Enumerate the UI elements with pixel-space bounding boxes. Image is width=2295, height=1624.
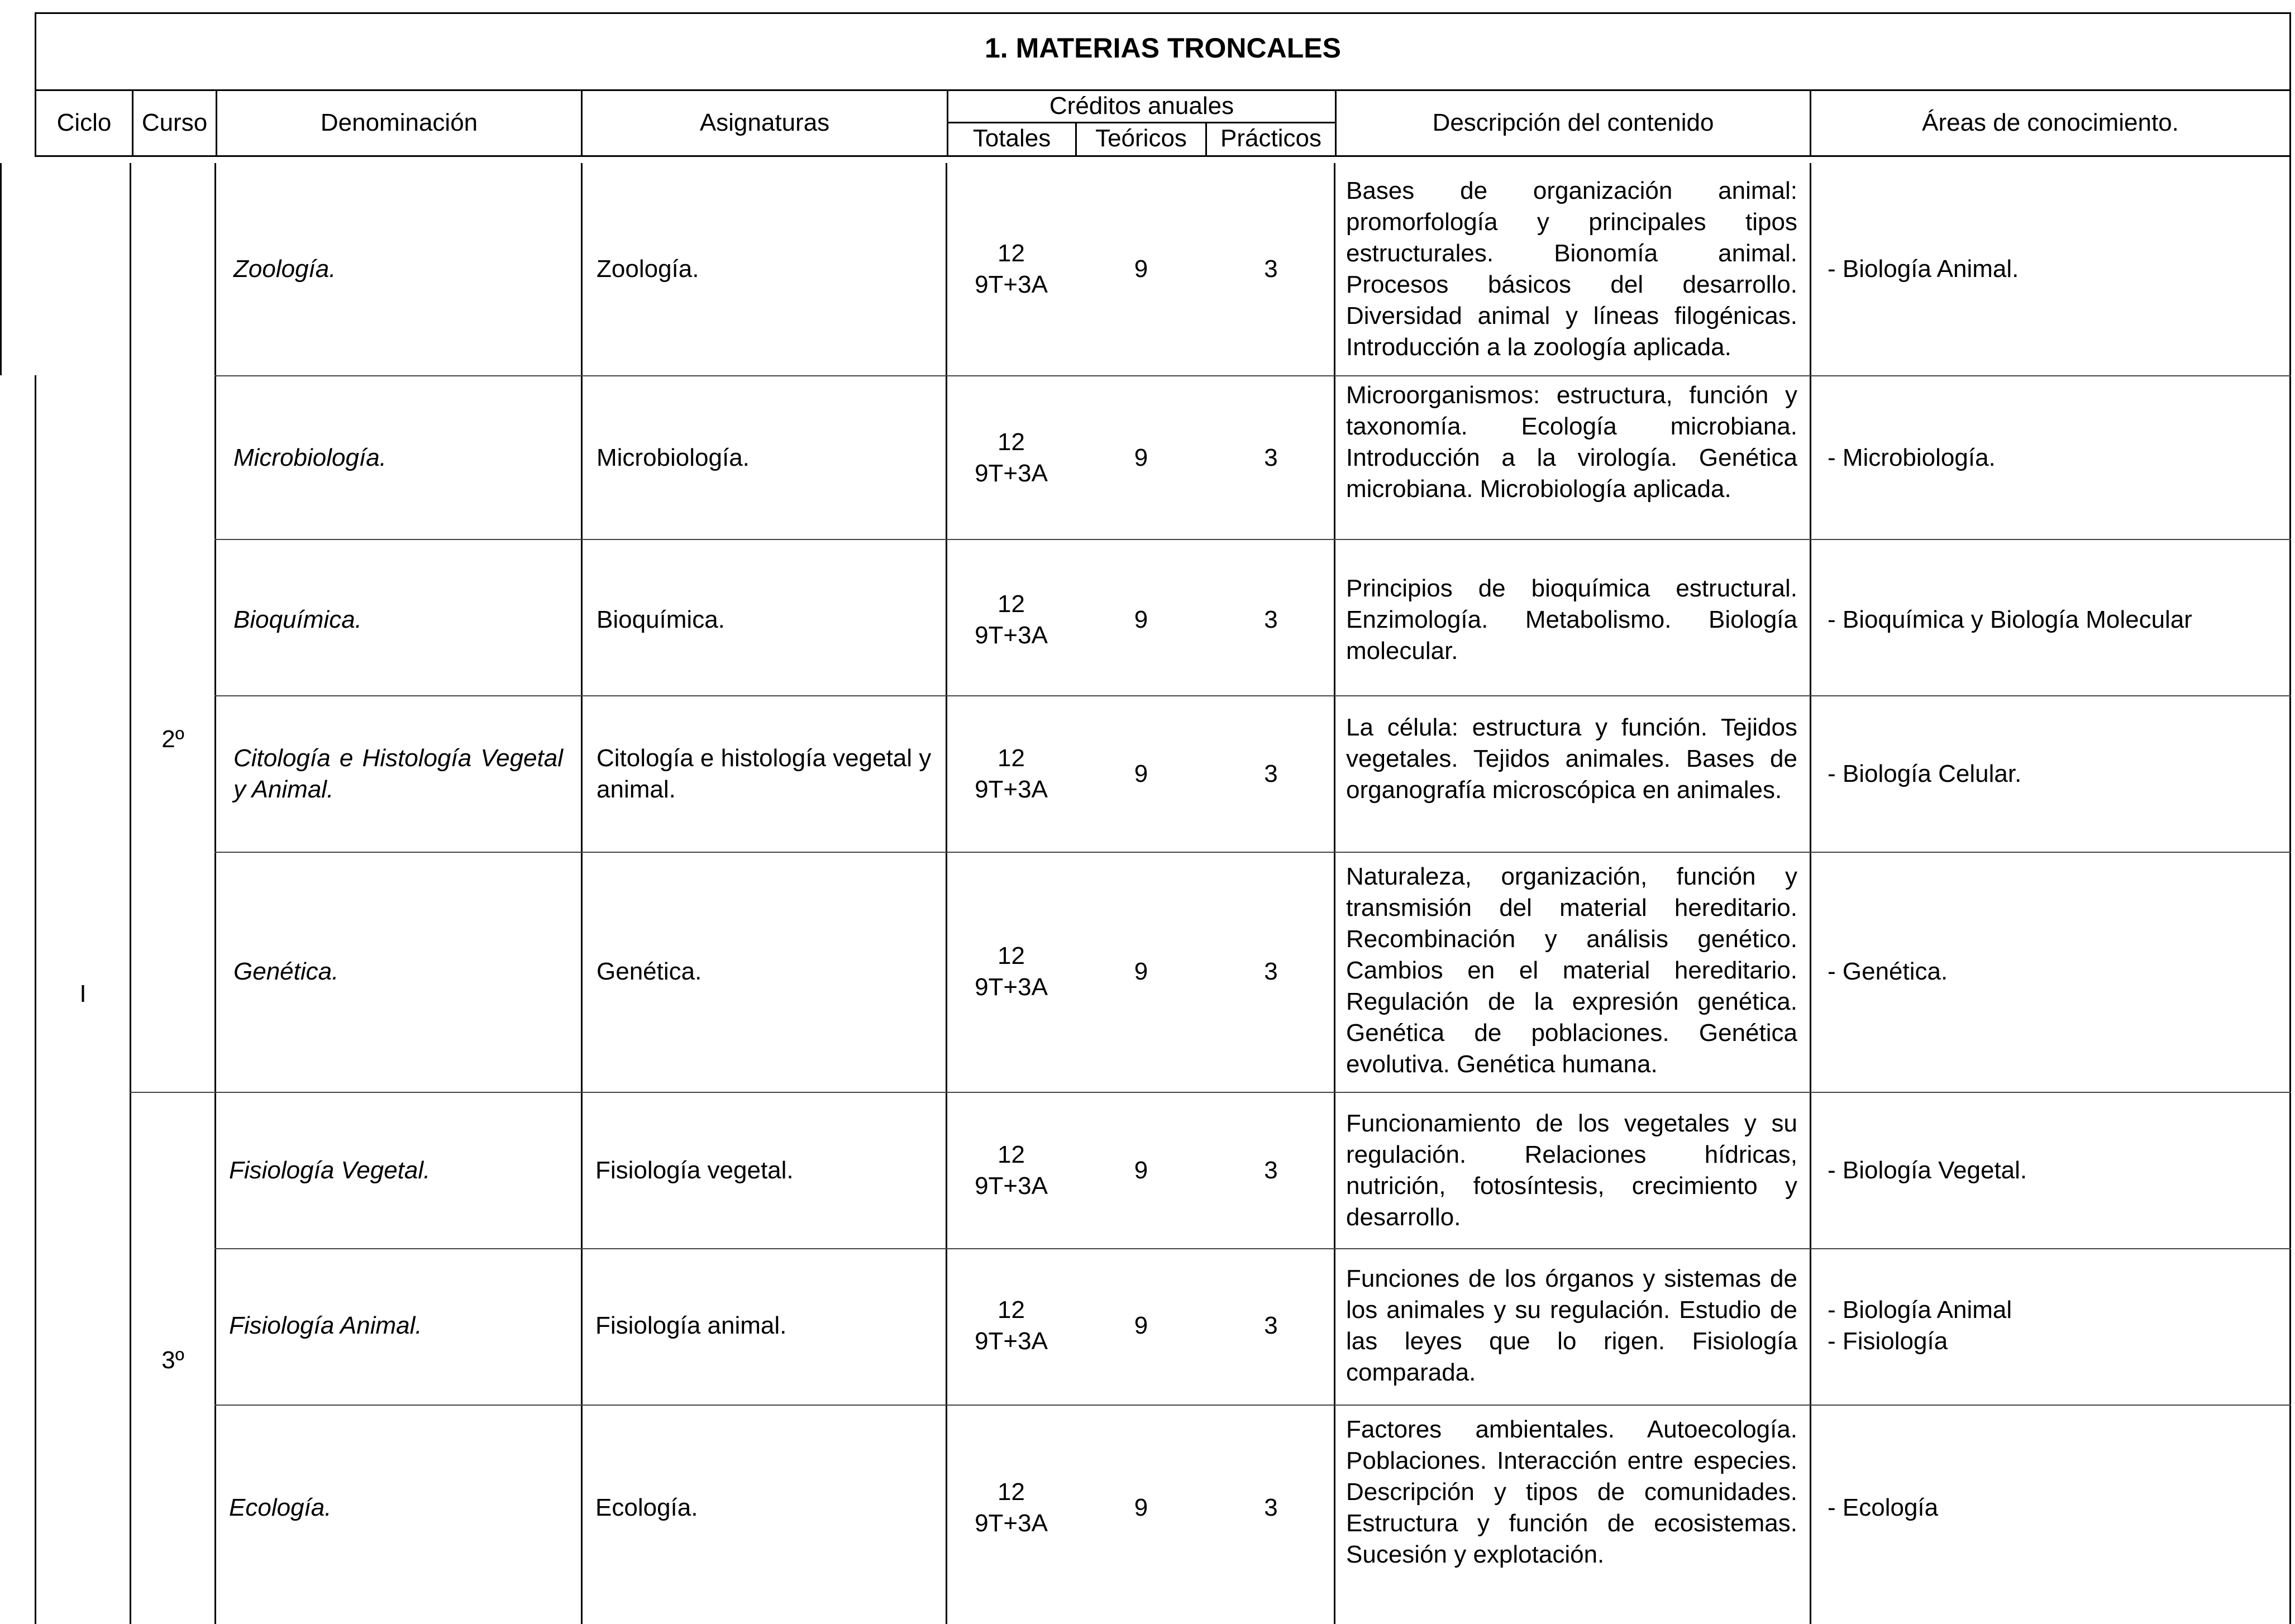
row-1-teoricos: 9 [1134,444,1148,471]
row-4-descripcion: Naturaleza, organización, función y transmisión del material hereditario. Recombinación y análisis genético. Cambios en el material hereditario. Regulación de la expresión genética. Genética de poblaciones. Genética evolutiva. Genética humana. [1346,863,1797,1078]
row-6-teoricos: 9 [1134,1312,1148,1339]
ciclo-value: I [79,980,87,1007]
row-2-descripcion: Principios de bioquímica estructural. Enzimología. Metabolismo. Biología molecular. [1346,575,1797,665]
header-curso: Curso [141,109,208,136]
row-2-asignatura: Bioquímica. [597,606,725,633]
row-1-totales: 12 9T+3A [975,428,1048,487]
row-3-practicos: 3 [1264,760,1278,787]
row-7-totales: 12 9T+3A [975,1478,1048,1537]
header-teoricos: Teóricos [1095,125,1187,152]
row-5-teoricos: 9 [1134,1157,1148,1184]
row-3-denominacion: Citología e Histología Vegetal y Animal. [233,744,563,803]
row-0-asignatura: Zoología. [597,255,699,283]
row-4-practicos: 3 [1264,958,1278,985]
row-1-denominacion: Microbiología. [233,444,387,471]
row-6-denominacion: Fisiología Animal. [229,1312,422,1339]
row-sep-3 [214,695,2291,696]
row-7-practicos: 3 [1264,1494,1278,1521]
header-areas: Áreas de conocimiento. [1922,109,2179,136]
col-curso-left [130,163,131,1624]
header-asignaturas: Asignaturas [699,109,830,136]
row-2-totales: 12 9T+3A [975,590,1048,649]
row-sep-7 [214,1405,2291,1406]
header-totales: Totales [972,125,1051,152]
row-3-areas: - Biología Celular. [1828,760,2022,787]
header-bottom [35,155,2291,157]
row-4-totales: 12 9T+3A [975,942,1048,1001]
row-6-totales: 12 9T+3A [975,1296,1048,1355]
header-practicos: Prácticos [1220,125,1321,152]
row-7-areas: - Ecología [1828,1494,1939,1521]
row-5-descripcion: Funcionamiento de los vegetales y su regulación. Relaciones hídricas, nutrición, fotosíntesis, crecimiento y desarrollo. [1346,1110,1797,1231]
curso-value-3: 3º [161,1346,184,1374]
row-6-areas: - Biología Animal - Fisiología [1828,1296,2012,1355]
curso-value-2: 2º [161,725,184,753]
row-7-descripcion: Factores ambientales. Autoecología. Poblaciones. Interacción entre especies. Descripción y tipos de comunidades. Estructura y función de ecosistemas. Sucesión y explotación. [1346,1416,1797,1568]
row-0-teoricos: 9 [1134,255,1148,283]
row-0-descripcion: Bases de organización animal: promorfología y principales tipos estructurales. Bionomía animal. Procesos básicos del desarrollo. Diversidad animal y líneas filogénicas. Introducción a la zoología aplicada. [1346,177,1797,361]
row-0-totales: 12 9T+3A [975,240,1048,298]
row-5-denominacion: Fisiología Vegetal. [229,1157,431,1184]
border-top [35,12,2291,14]
row-sep-4 [214,852,2291,853]
row-2-practicos: 3 [1264,606,1278,633]
row-7-denominacion: Ecología. [229,1494,332,1521]
row-3-totales: 12 9T+3A [975,744,1048,803]
row-sep-5 [130,1092,2291,1093]
row-3-descripcion: La célula: estructura y función. Tejidos vegetales. Tejidos animales. Bases de organografía microscópica en animales. [1346,714,1797,804]
col-ciclo-left-upper [0,163,2,375]
row-3-asignatura: Citología e histología vegetal y animal. [597,744,932,803]
row-6-asignatura: Fisiología animal. [595,1312,787,1339]
header-creditos-anuales: Créditos anuales [1049,92,1234,120]
row-4-denominacion: Genética. [233,958,339,985]
row-1-descripcion: Microorganismos: estructura, función y taxonomía. Ecología microbiana. Introducción a la virología. Genética microbiana. Microbiología aplicada. [1346,381,1797,503]
row-4-teoricos: 9 [1134,958,1148,985]
row-7-teoricos: 9 [1134,1494,1148,1521]
table-title: 1. MATERIAS TRONCALES [985,32,1341,64]
border-right [2289,12,2291,1624]
row-sep-2 [214,539,2291,540]
row-2-teoricos: 9 [1134,606,1148,633]
row-0-areas: - Biología Animal. [1828,255,2019,283]
row-5-practicos: 3 [1264,1157,1278,1184]
header-descripcion: Descripción del contenido [1432,109,1714,136]
row-0-practicos: 3 [1264,255,1278,283]
row-2-areas: - Bioquímica y Biología Molecular [1828,606,2192,633]
header-denominacion: Denominación [320,109,478,136]
row-3-teoricos: 9 [1134,760,1148,787]
row-1-areas: - Microbiología. [1828,444,1996,471]
row-5-totales: 12 9T+3A [975,1141,1048,1200]
row-sep-6 [214,1248,2291,1249]
row-4-asignatura: Genética. [597,958,702,985]
row-6-practicos: 3 [1264,1312,1278,1339]
row-4-areas: - Genética. [1828,958,1948,985]
row-5-areas: - Biología Vegetal. [1828,1157,2027,1184]
header-ciclo: Ciclo [56,109,112,136]
row-1-asignatura: Microbiología. [597,444,750,471]
row-0-denominacion: Zoología. [233,255,336,283]
row-7-asignatura: Ecología. [595,1494,698,1521]
row-6-descripcion: Funciones de los órganos y sistemas de los animales y su regulación. Estudio de las leyes que lo rigen. Fisiología comparada. [1346,1265,1797,1386]
row-1-practicos: 3 [1264,444,1278,471]
row-5-asignatura: Fisiología vegetal. [595,1157,794,1184]
row-sep-1 [214,375,2291,376]
row-2-denominacion: Bioquímica. [233,606,362,633]
